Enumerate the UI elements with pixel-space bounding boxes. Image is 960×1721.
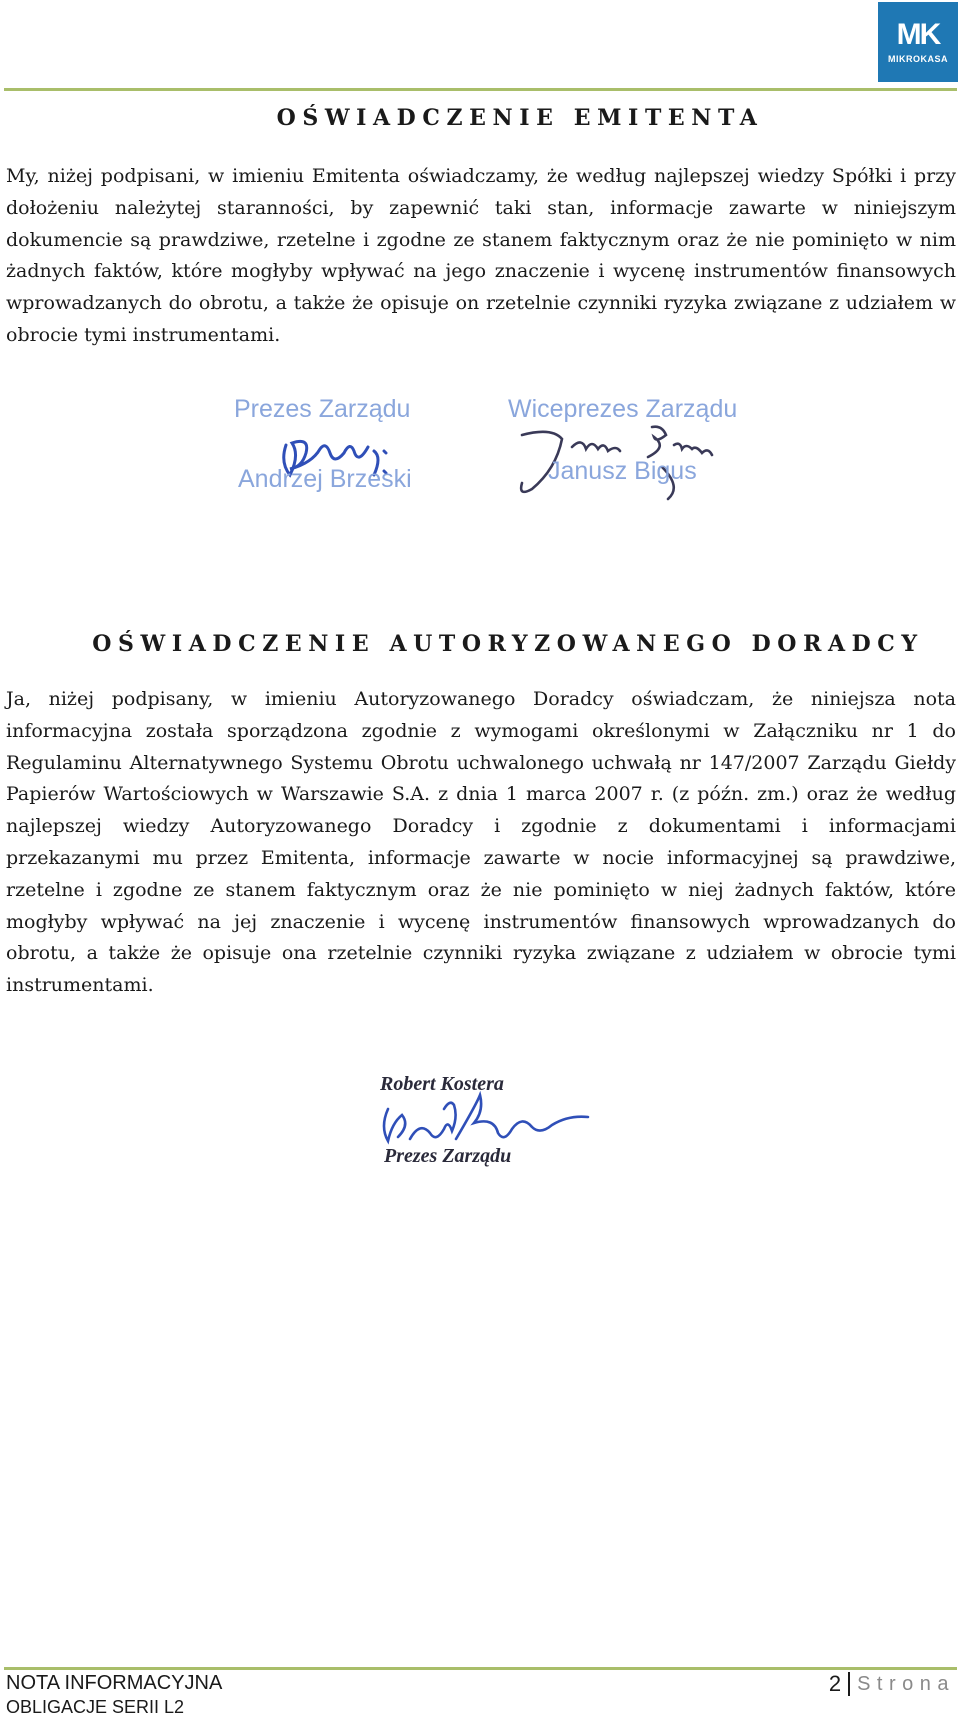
signature-name: Janusz Bigus — [548, 457, 697, 485]
header-rule — [4, 88, 957, 91]
emitent-statement-heading: OŚWIADCZENIE EMITENTA — [276, 105, 764, 131]
logo-wordmark: MIKROKASA — [888, 54, 948, 64]
footer-page-indicator — [829, 1671, 955, 1697]
footer-rule — [4, 1667, 957, 1670]
handwritten-signature-icon — [502, 395, 764, 505]
adviser-statement-heading: OŚWIADCZENIE AUTORYZOWANEGO DORADCY — [92, 631, 924, 657]
signature-adviser — [360, 1045, 620, 1175]
emitent-statement-body: My, niżej podpisani, w imieniu Emitenta oświadczamy, że według najlepszej wiedzy Spółki i przy dołożeniu należytej staranności, by zapewnić taki stan, informacje zawarte w niniejszym dokumencie są prawdziwe, rzetelne i zgodne ze stanem faktycznym oraz że nie pominięto w nim żadnych faktów, które mogłyby wpływać na jego znaczenie i wycenę instrumentów finansowych wprowadzanych do obrotu, a także że opisuje on rzetelnie czynniki ryzyka związane z udziałem w obrocie tymi instrumentami. — [6, 165, 956, 346]
signature-stamp-wiceprezes — [502, 395, 764, 505]
footer-document-title: NOTA INFORMACYJNA — [6, 1672, 223, 1694]
signature-name: Robert Kostera — [380, 1073, 504, 1095]
adviser-statement-body: Ja, niżej podpisany, w imieniu Autoryzowanego Doradcy oświadczam, że niniejsza nota informacyjna została sporządzona zgodnie z wymogami określonymi w Załączniku nr 1 do Regulaminu Alternatywnego Systemu Obrotu uchwalonego uchwałą nr 147/2007 Zarządu Giełdy Papierów Wartościowych w Warszawie S.A. z dnia 1 marca 2007 r. (z późn. zm.) oraz że według najlepszej wiedzy Autoryzowanego Doradcy i zgodnie z dokumentami i informacjami przekazanymi mu przez Emitenta, informacje zawarte w nocie informacyjnej są prawdziwe, rzetelne i zgodne ze stanem faktycznym oraz że nie pominięto w niej żadnych faktów, które mogłyby wpływać na jej znaczenie i wycenę instrumentów finansowych wprowadzanych do obrotu, a także że opisuje ona rzetelnie czynniki ryzyka związane z udziałem w obrocie tymi instrumentami. — [6, 688, 956, 997]
signature-role: Wiceprezes Zarządu — [508, 395, 738, 423]
page-label: Strona — [857, 1672, 955, 1695]
logo-mark: MK — [896, 18, 940, 51]
signature-name: Andrzej Brzeski — [238, 465, 412, 493]
page-number: 2 — [828, 1671, 842, 1696]
signature-role: Prezes Zarządu — [234, 395, 411, 423]
signature-stamp-prezes — [234, 395, 440, 505]
signature-role: Prezes Zarządu — [384, 1145, 512, 1167]
page-separator — [848, 1672, 850, 1696]
mikrokasa-logo — [878, 2, 958, 82]
footer-document-subtitle: OBLIGACJE SERII L2 — [6, 1697, 185, 1717]
